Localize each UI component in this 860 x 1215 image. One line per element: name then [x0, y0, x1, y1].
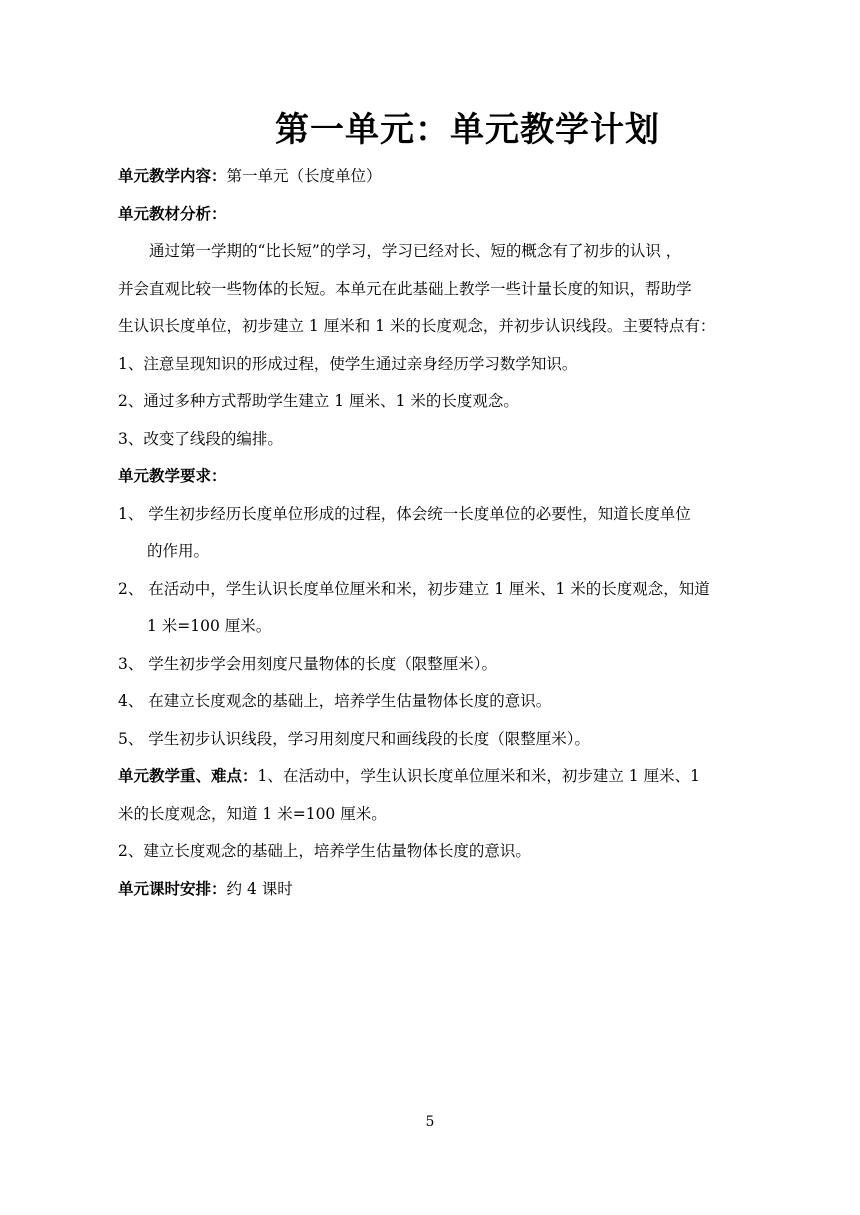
requirement-item-2-cont: 1 米=100 厘米。 — [147, 617, 272, 635]
content-label: 单元教学内容： — [118, 167, 227, 185]
feature-item-2: 2、通过多种方式帮助学生建立 1 厘米、1 米的长度观念。 — [118, 392, 519, 410]
requirement-item-3: 3、 学生初步学会用刻度尺量物体的长度（限整厘米）。 — [118, 654, 498, 673]
analysis-line-2: 并会直观比较一些物体的长短。本单元在此基础上教学一些计量长度的知识，帮助学 — [118, 279, 692, 298]
analysis-label: 单元教材分析： — [118, 204, 227, 223]
page-number: 5 — [425, 1114, 435, 1130]
key-points-item-2: 2、建立长度观念的基础上，培养学生估量物体长度的意识。 — [118, 842, 531, 860]
requirement-item-1: 1、 学生初步经历长度单位形成的过程，体会统一长度单位的必要性，知道长度单位 — [118, 504, 691, 523]
schedule-value: 约 4 课时 — [226, 879, 293, 898]
schedule-label: 单元课时安排： — [118, 879, 227, 898]
key-points-row — [118, 758, 763, 796]
content-value: 第一单元（长度单位） — [226, 167, 382, 185]
analysis-line-1: 通过第一学期的“比长短”的学习，学习已经对长、短的概念有了初步的认识 ， — [149, 242, 682, 260]
key-points-item-1: 1、在活动中，学生认识长度单位厘米和米，初步建立 1 厘米、1 — [257, 767, 700, 785]
key-points-item-1-cont: 米的长度观念，知道 1 米=100 厘米。 — [118, 804, 387, 823]
requirement-item-5: 5、 学生初步认识线段，学习用刻度尺和画线段的长度（限整厘米）。 — [118, 729, 591, 748]
requirement-item-1-cont: 的作用。 — [147, 542, 210, 560]
requirements-label: 单元教学要求： — [118, 467, 227, 485]
content-row — [118, 158, 763, 196]
document-body — [118, 158, 763, 908]
page-title: 第一单元：单元教学计划 — [275, 110, 660, 150]
requirement-item-2: 2、 在活动中，学生认识长度单位厘米和米，初步建立 1 厘米、1 米的长度观念，知道 — [118, 579, 710, 598]
schedule-row — [118, 871, 763, 909]
feature-item-1: 1、注意呈现知识的形成过程，使学生通过亲身经历学习数学知识。 — [118, 354, 578, 373]
feature-item-3: 3、改变了线段的编排。 — [118, 429, 283, 448]
key-points-label: 单元教学重、难点： — [118, 767, 258, 785]
analysis-line-3: 生认识长度单位，初步建立 1 厘米和 1 米的长度观念，并初步认识线段。主要特点有： — [118, 317, 716, 335]
requirement-item-4: 4、 在建立长度观念的基础上，培养学生估量物体长度的意识。 — [118, 692, 552, 710]
